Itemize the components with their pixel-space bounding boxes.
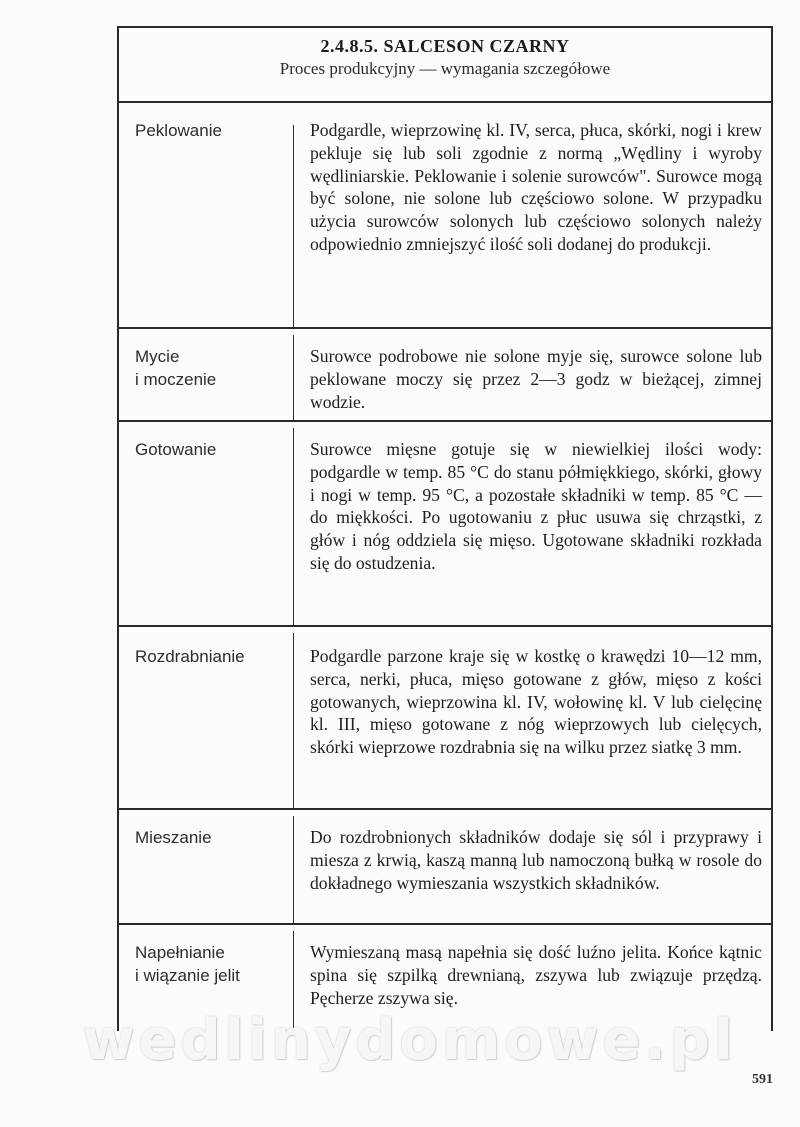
row-label-rozdrabnianie: Rozdrabnianie — [135, 647, 245, 666]
row-text-rozdrabnianie: Podgardle parzone kraje się w kostkę o krawędzi 10—12 mm, serca, nerki, płuca, mięso gotowane z głów, mięso z kości gotowanych, wieprzowina kl. IV, wołowinę kl. V lub cielęcinę kl. III, mięso gotowane z nóg wieprzowych lub cielęcych, skórki wieprzowe rozdrabnia się na wilku przez siatkę 3 mm. — [310, 646, 762, 758]
row-label-mieszanie: Mieszanie — [135, 828, 212, 847]
section-subtitle: Proces produkcyjny — wymagania szczegółowe — [279, 59, 611, 78]
row-text-gotowanie: Surowce mięsne gotuje się w niewielkiej ilości wody: podgardle w temp. 85 °C do stanu półmiękkiego, skórki, głowy i nogi w temp. 95 °C, a pozostałe składniki w temp. 85 °C — do miękkości. Po ugotowaniu z płuc usuwa się chrząstki, z głów i nóg oddziela się mięso. Ugotowane składniki rozkłada się do ostudzenia. — [310, 439, 762, 573]
row-label-peklowanie: Peklowanie — [135, 121, 222, 140]
row-divider — [119, 923, 771, 925]
column-divider — [293, 633, 294, 808]
column-divider — [293, 816, 294, 923]
row-divider — [119, 327, 771, 329]
row-label-gotowanie: Gotowanie — [135, 440, 217, 459]
section-title: 2.4.8.5. SALCESON CZARNY — [320, 36, 570, 56]
row-divider — [119, 625, 771, 627]
row-text-peklowanie: Podgardle, wieprzowinę kl. IV, serca, płuca, skórki, nogi i krew pekluje się lub soli zgodnie z normą „Wędliny i wyroby wędliniarskie. Peklowanie i solenie surowców". Surowce mogą być solone, nie solone lub częściowo solone. W przypadku użycia surowców solonych lub częściowo solonych należy odpowiednio zmniejszyć ilość soli dodanej do produkcji. — [310, 120, 762, 254]
column-divider — [293, 335, 294, 420]
column-divider — [293, 428, 294, 625]
column-divider — [293, 125, 294, 327]
row-divider — [119, 808, 771, 810]
row-label-napelnianie: Napełnianie i wiązanie jelit — [135, 943, 240, 985]
header-divider — [119, 101, 771, 103]
row-label-mycie: Mycie i moczenie — [135, 347, 217, 389]
row-text-mycie: Surowce podrobowe nie solone myje się, surowce solone lub peklowane moczy się przez 2—3 godz w bieżącej, zimnej wodzie. — [310, 346, 762, 412]
table-header — [119, 36, 771, 79]
column-divider — [293, 931, 294, 1031]
row-text-napelnianie: Wymieszaną masą napełnia się dość luźno jelita. Końce kątnic spina się szpilką drewnianą, zszywa lub związuje przędzą. Pęcherze zszywa się. — [310, 942, 762, 1008]
row-text-mieszanie: Do rozdrobnionych składników dodaje się sól i przyprawy i miesza z krwią, kaszą manną lub namoczoną bułką w rosole do dokładnego wymieszania wszystkich składników. — [310, 827, 762, 893]
page-number: 591 — [752, 1072, 773, 1087]
watermark: wedlinydomowe.pl — [82, 1008, 738, 1073]
row-divider — [119, 420, 771, 422]
